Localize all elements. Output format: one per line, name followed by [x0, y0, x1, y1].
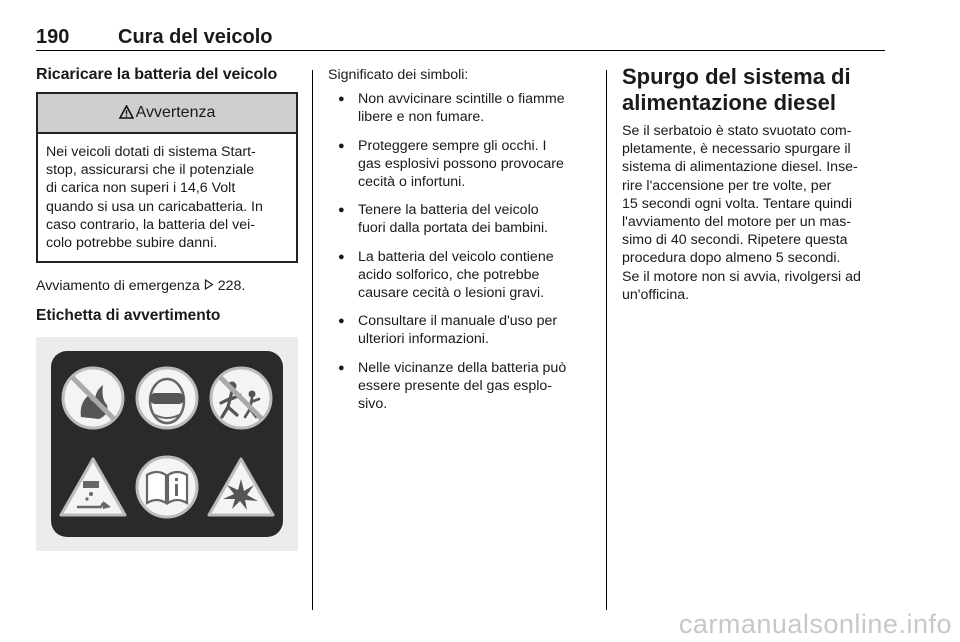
symbols-list: [328, 90, 592, 413]
paragraph-line: Se il motore non si avvia, rivolgersi ad: [622, 268, 861, 285]
eye-protection-icon: [137, 368, 197, 428]
list-item-line: ● Consultare il manuale d'uso per: [358, 313, 558, 330]
warning-label: Avvertenza: [135, 104, 216, 121]
warning-line: Nei veicoli dotati di sistema Start-: [46, 144, 256, 160]
list-item: [328, 137, 592, 192]
list-item-line: acido solforico, che potrebbe: [358, 266, 540, 283]
list-item-line: libere e non fumare.: [358, 109, 485, 126]
emergency-start-page-ref[interactable]: 228.: [217, 278, 246, 295]
heading-line: Spurgo del sistema di: [622, 64, 851, 89]
list-item: [328, 201, 592, 237]
warning-header: [38, 94, 296, 134]
paragraph-line: sistema di alimentazione diesel. Inse-: [622, 159, 858, 176]
list-item-line: ● La batteria del veicolo contiene: [358, 248, 554, 265]
list-item-line: ● Tenere la batteria del veicolo: [358, 202, 539, 219]
list-item-line: ● Non avvicinare scintille o fiamme: [358, 91, 565, 108]
list-item: [328, 359, 592, 414]
warning-line: quando si usa un caricabatteria. In: [46, 198, 263, 215]
list-item: [328, 312, 592, 348]
paragraph-line: rire l'accensione per tre volte, per: [622, 177, 832, 194]
keep-away-children-icon: [211, 368, 271, 428]
column-right: [622, 62, 888, 304]
section-title: Cura del veicolo: [118, 26, 273, 48]
paragraph-line: l'avviamento del motore per un mas-: [622, 214, 852, 231]
emergency-start-reference: [36, 277, 298, 295]
battery-warning-label-image: [36, 337, 298, 551]
charging-heading: Ricaricare la batteria del veicolo: [36, 66, 278, 83]
page-ref-arrow-icon: [204, 278, 218, 294]
emergency-start-text: Avviamento di emergenza: [36, 278, 200, 295]
warning-line: caso contrario, la batteria del vei-: [46, 216, 255, 233]
column-left: [36, 62, 298, 551]
warning-box: [36, 92, 298, 263]
list-item-line: ulteriori informazioni.: [358, 331, 489, 348]
list-item-line: fuori dalla portata dei bambini.: [358, 220, 549, 237]
list-item-line: ● Nelle vicinanze della batteria può: [358, 359, 567, 376]
list-item-line: gas esplosivi possono provocare: [358, 155, 564, 172]
warning-line: colo potrebbe subire danni.: [46, 235, 218, 252]
battery-warning-symbols: [51, 351, 283, 537]
list-item-line: cecità o infortuni.: [358, 174, 466, 191]
heading-line: alimentazione diesel: [622, 90, 836, 115]
manual-book-icon: [137, 457, 197, 517]
paragraph-line: un'officina.: [622, 286, 690, 303]
paragraph-line: Se il serbatoio è stato svuotato com-: [622, 123, 852, 139]
warning-line: stop, assicurarsi che il potenziale: [46, 162, 255, 179]
paragraph-line: simo di 40 secondi. Ripetere questa: [622, 232, 848, 249]
column-divider-left: [312, 70, 313, 610]
warning-icon: [119, 105, 134, 122]
list-item-line: essere presente del gas esplo-: [358, 377, 553, 394]
list-item-line: sivo.: [358, 396, 388, 413]
page-header: [36, 22, 885, 51]
page-number: 190: [36, 26, 70, 48]
list-item: [328, 90, 592, 126]
watermark: carmanualsonline.info: [678, 609, 952, 639]
column-middle: [328, 62, 592, 423]
symbols-intro: Significato dei simboli:: [328, 67, 469, 83]
warning-line: di carica non superi i 14,6 Volt: [46, 180, 236, 197]
paragraph-line: procedura dopo almeno 5 secondi.: [622, 250, 841, 267]
diesel-bleed-heading: [622, 64, 888, 116]
warning-label-heading: Etichetta di avvertimento: [36, 307, 221, 325]
paragraph-line: 15 secondi ogni volta. Tentare quindi: [622, 195, 853, 212]
warning-text: [38, 134, 296, 261]
list-item: [328, 248, 592, 303]
list-item-line: ● Proteggere sempre gli occhi. I: [358, 137, 547, 154]
list-item-line: causare cecità o lesioni gravi.: [358, 285, 545, 302]
column-divider-right: [606, 70, 607, 610]
no-flame-icon: [63, 368, 123, 428]
paragraph-line: pletamente, è necessario spurgare il: [622, 141, 851, 158]
diesel-bleed-paragraph: [622, 122, 888, 304]
